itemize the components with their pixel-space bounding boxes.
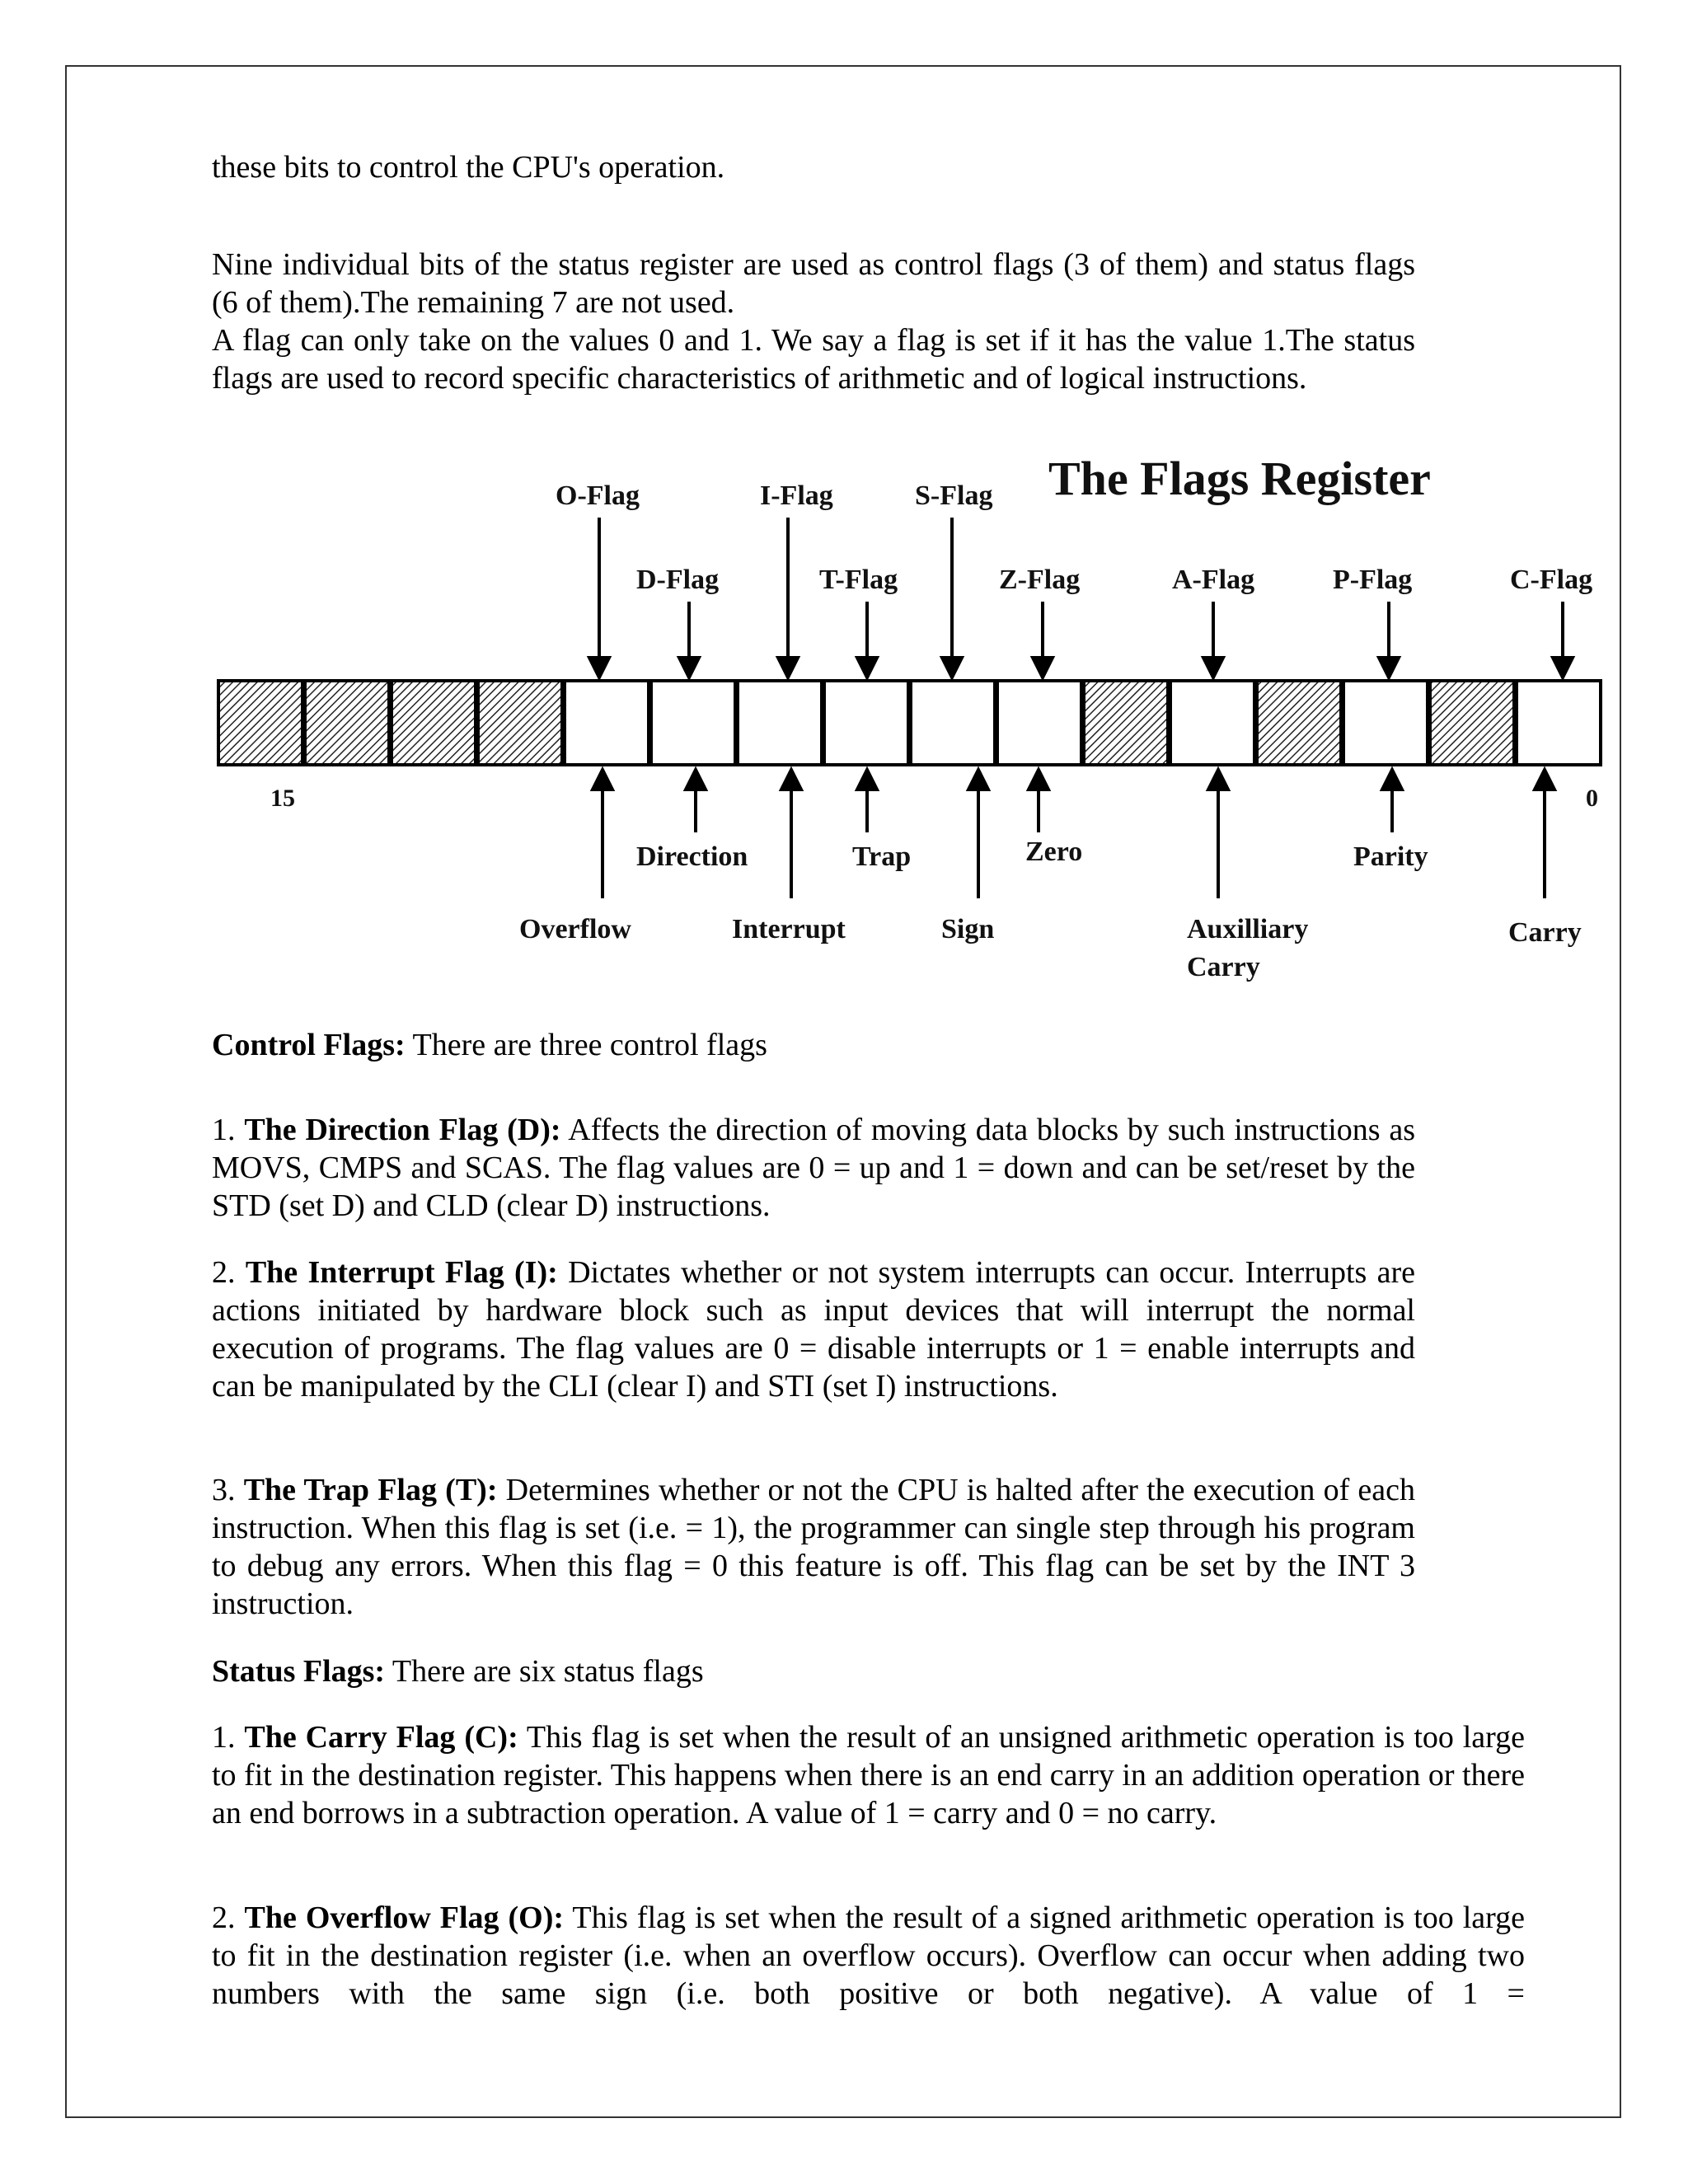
s-flag-label: S-Flag [915,480,993,511]
status-flags-heading: Status Flags: There are six status flags [212,1654,704,1689]
flags-register-diagram [216,453,1617,997]
parity-label: Parity [1353,841,1428,872]
trap-label: Trap [852,841,912,872]
control-flags-heading: Control Flags: There are three control flags [212,1028,767,1062]
auxiliary-label: Auxilliary [1187,914,1309,944]
bit-0-label: 0 [1586,785,1598,812]
auxiliary-carry-label: Carry [1187,952,1260,982]
bit-sign [911,681,995,765]
c-flag-label: C-Flag [1510,565,1593,595]
bit-interrupt [738,681,822,765]
p-flag-label: P-Flag [1333,565,1413,595]
reserved-bit-15 [218,681,302,765]
o-flag-label: O-Flag [556,480,640,511]
carry-label: Carry [1508,917,1582,948]
a-flag-label: A-Flag [1172,565,1255,595]
bit-overflow [565,681,649,765]
overflow-flag-item: 2. The Overflow Flag (O): This flag is set when the result of a signed arithmetic operation is too large to fit in the destination register (i.e. when an overflow occurs). Overflow can occur when adding two numbers with the same sign (i.e. both positive or both negative). A value of 1 = [212,1900,1526,2011]
overflow-label: Overflow [519,914,631,944]
intro-tail: these bits to control the CPU's operation. [212,150,725,185]
reserved-bit-12 [478,681,562,765]
bit-auxiliary-carry [1170,681,1254,765]
diagram-title: The Flags Register [1048,452,1431,505]
top-arrows [589,518,1573,677]
z-flag-label: Z-Flag [999,565,1081,595]
paragraph-flag-values: A flag can only take on the values 0 and 1. We say a flag is set if it has the value 1.The status flags are used to record specific characteristics of arithmetic and of logical instructions. [212,323,1415,396]
i-flag-label: I-Flag [760,480,833,511]
paragraph-control-status-bits: Nine individual bits of the status register are used as control flags (3 of them) and status flags (6 of them).The remaining 7 are not used. [212,247,1415,320]
direction-label: Direction [636,841,748,872]
reserved-bit-1 [1430,681,1514,765]
carry-flag-item: 1. The Carry Flag (C): This flag is set when the result of an unsigned arithmetic operation is too large to fit in the destination register. This happens when there is an end carry in an addition operation or there an end borrows in a subtraction operation. A value of 1 = carry and 0 = no carry. [212,1720,1526,1830]
interrupt-flag-item: 2. The Interrupt Flag (I): Dictates whether or not system interrupts can occur. Interrupts are actions initiated by hardware block such as input devices that will interrupt the normal execution of programs. The flag values are 0 = disable interrupts or 1 = enable interrupts and can be manipulated by the CLI (clear I) and STI (set I) instructions. [212,1255,1415,1404]
d-flag-label: D-Flag [636,565,720,595]
t-flag-label: T-Flag [819,565,898,595]
interrupt-label: Interrupt [732,914,846,944]
bit-carry [1517,681,1601,765]
register-cells [218,681,1601,765]
bit-parity [1343,681,1428,765]
direction-flag-item: 1. The Direction Flag (D): Affects the direction of moving data blocks by such instructions as MOVS, CMPS and SCAS. The flag values are 0 = up and 1 = down and can be set/reset by the STD (set D) and CLD (clear D) instructions. [212,1113,1416,1223]
reserved-bit-3 [1257,681,1341,765]
sign-label: Sign [941,914,995,944]
bit-direction [651,681,735,765]
trap-flag-item: 3. The Trap Flag (T): Determines whether or not the CPU is halted after the execution of each instruction. When this flag is set (i.e. = 1), the programmer can single step through his program to debug any errors. When this flag = 0 this feature is off. This flag can be set by the INT 3 instruction. [212,1473,1415,1621]
reserved-bit-13 [392,681,476,765]
zero-label: Zero [1025,837,1083,867]
reserved-bit-5 [1084,681,1168,765]
bottom-arrows [593,770,1554,898]
bit-15-label: 15 [270,785,295,812]
reserved-bit-14 [305,681,389,765]
bit-zero [997,681,1081,765]
bit-trap [824,681,908,765]
